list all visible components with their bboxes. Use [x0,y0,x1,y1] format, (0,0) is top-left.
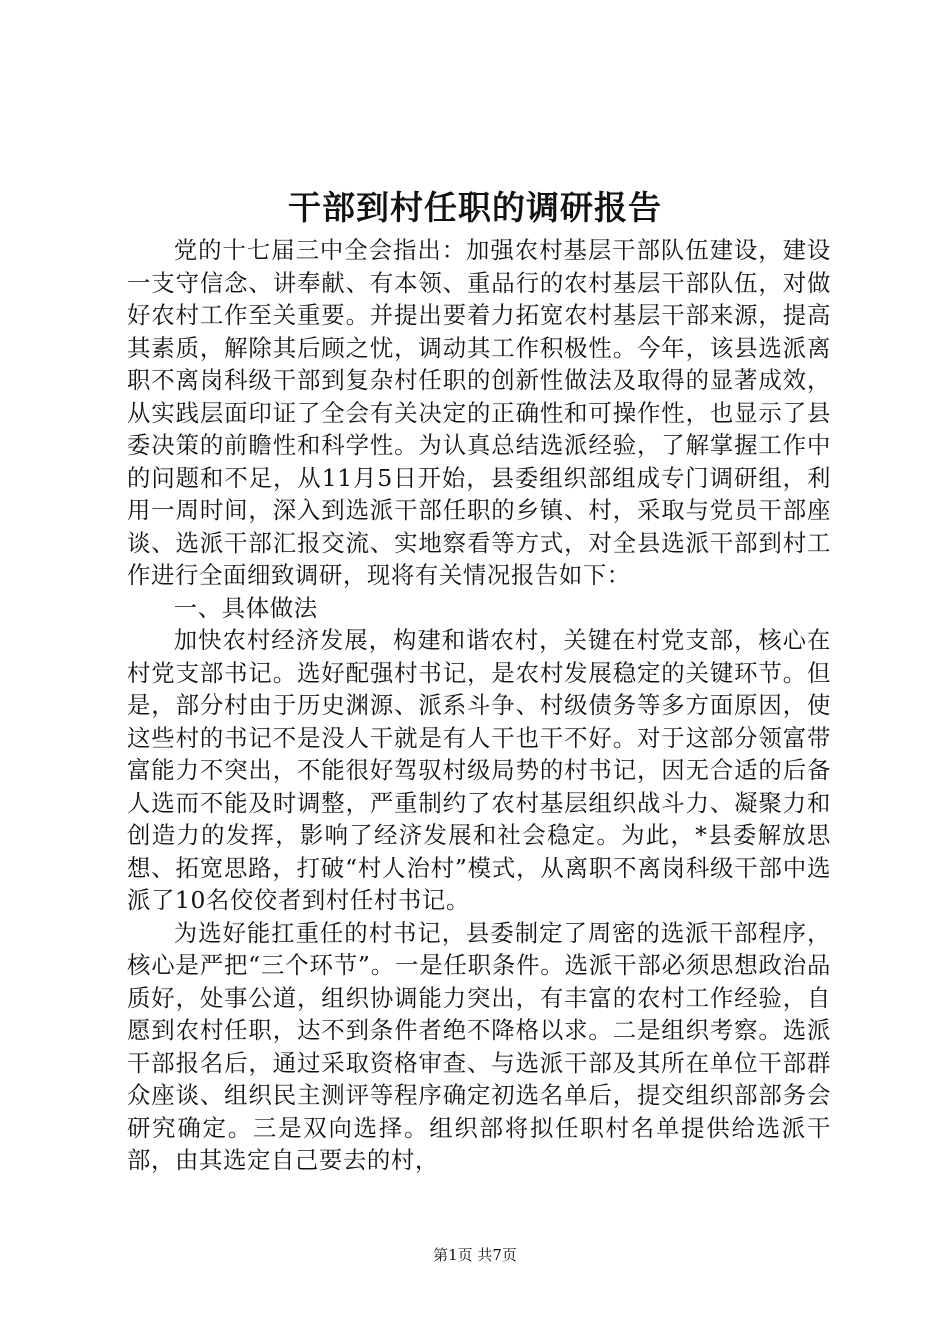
document-title: 干部到村任职的调研报告 [288,188,662,227]
section-heading-1: 一、具体做法 [173,593,318,622]
document-body [127,234,831,1177]
paragraph-2: 加快农村经济发展，构建和谐农村，关键在村党支部，核心在村党支部书记。选好配强村书记，是农村发展稳定的关键环节。但是，部分村由于历史渊源、派系斗争、村级债务等多方面原因，使这些村的书记不是没人干就是有人干也干不好。对于这部分领富带富能力不突出，不能很好驾驭村级局势的村书记，因无合适的后备人选而不能及时调整，严重制约了农村基层组织战斗力、凝聚力和创造力的发挥，影响了经济发展和社会稳定。为此，*县委解放思想、拓宽思路，打破“村人治村”模式，从离职不离岗科级干部中选派了10名佼佼者到村任村书记。 [127,626,831,914]
page-footer: 第1页 共7页 [433,1246,517,1264]
paragraph-intro: 党的十七届三中全会指出：加强农村基层干部队伍建设，建设一支守信念、讲奉献、有本领、重品行的农村基层干部队伍，对做好农村工作至关重要。并提出要着力拓宽农村基层干部来源，提高其素质，解除其后顾之忧，调动其工作积极性。今年，该县选派离职不离岗科级干部到复杂村任职的创新性做法及取得的显著成效，从实践层面印证了全会有关决定的正确性和可操作性，也显示了县委决策的前瞻性和科学性。为认真总结选派经验，了解掌握工作中的问题和不足，从11月5日开始，县委组织部组成专门调研组，利用一周时间，深入到选派干部任职的乡镇、村，采取与党员干部座谈、选派干部汇报交流、实地察看等方式，对全县选派干部到村工作进行全面细致调研，现将有关情况报告如下： [127,236,831,589]
paragraph-3: 为选好能扛重任的村书记，县委制定了周密的选派干部程序，核心是严把“三个环节”。一是任职条件。选派干部必须思想政治品质好，处事公道，组织协调能力突出，有丰富的农村工作经验，自愿到农村任职，达不到条件者绝不降格以求。二是组织考察。选派干部报名后，通过采取资格审查、与选派干部及其所在单位干部群众座谈、组织民主测评等程序确定初选名单后，提交组织部部务会研究确定。三是双向选择。组织部将拟任职村名单提供给选派干部，由其选定自己要去的村， [127,918,831,1174]
